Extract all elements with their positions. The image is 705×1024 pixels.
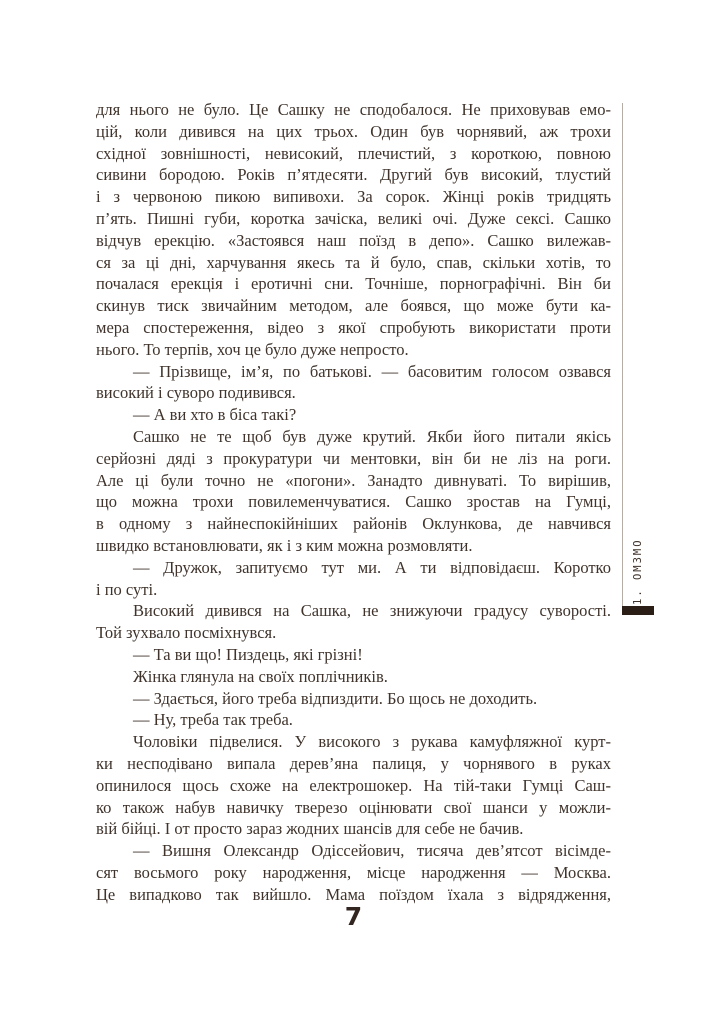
text-line: Чоловіки підвелися. У високого з рукава камуфляжної курт- xyxy=(133,732,611,752)
text-line: сивини бородою. Років п’ятдесяти. Другий був високий, тлустий xyxy=(96,165,611,185)
text-line: ся за ці дні, харчування якесь та й було, спав, скільки хотів, то xyxy=(96,252,611,272)
text-line: вій бійці. І от просто зараз жодних шансів для себе не бачив. xyxy=(96,819,524,839)
text-line: і по суті. xyxy=(96,579,158,599)
chapter-marker-tab xyxy=(622,606,654,615)
paragraph xyxy=(96,666,611,688)
text-line: ки несподівано випала дерев’яна палиця, у чорнявого в руках xyxy=(96,753,611,773)
text-line: Високий дивився на Сашка, не знижуючи градусу суворості. xyxy=(133,601,611,621)
text-line: опинилося щось схоже на електрошокер. На тій-таки Гумці Саш- xyxy=(96,775,611,795)
text-line: сят восьмого року народження, місце народження — Москва. xyxy=(96,862,611,882)
paragraph xyxy=(96,731,611,840)
text-line: скинув тиск звичайним методом, але боявся, що може бути ка- xyxy=(96,296,611,316)
text-line: цій, коли дивився на цих трьох. Один був чорнявий, аж трохи xyxy=(96,121,611,141)
text-line: п’ять. Пишні губи, коротка зачіска, великі очі. Дуже сексі. Сашко xyxy=(96,208,611,228)
chapter-marker-rule xyxy=(622,103,623,606)
body-text xyxy=(96,99,611,905)
text-line: ко також набув навичку тверезо оцінювати свої шанси у можли- xyxy=(96,797,611,817)
chapter-marker-label: 1. ОМЗМО xyxy=(632,538,644,605)
text-line: — Здається, його треба відпиздити. Бо щось не доходить. xyxy=(133,688,538,708)
text-line: відчув ерекцію. «Застоявся наш поїзд в депо». Сашко вилежав- xyxy=(96,230,611,250)
text-line: східної зовнішності, невисокий, плечистий, з короткою, повною xyxy=(96,143,611,163)
text-line: — Ну, треба так треба. xyxy=(133,710,293,730)
paragraph xyxy=(96,361,611,405)
text-line: — А ви хто в біса такі? xyxy=(133,405,297,425)
text-line: високий і суворо подивився. xyxy=(96,383,296,403)
text-line: в одному з найнеспокійніших районів Оклункова, де навчився xyxy=(96,514,611,534)
page-number: 7 xyxy=(344,902,363,931)
text-line: швидко встановлювати, як і з ким можна розмовляти. xyxy=(96,535,473,555)
text-line: нього. То терпів, хоч це було дуже непросто. xyxy=(96,339,409,359)
text-line: — Та ви що! Пиздець, які грізні! xyxy=(133,644,363,664)
text-line: Це випадково так вийшло. Мама поїздом їхала з відрядження, xyxy=(96,884,611,904)
text-line: — Прізвище, ім’я, по батькові. — басовитим голосом озвався xyxy=(133,361,611,381)
paragraph xyxy=(96,644,611,666)
text-line: серйозні дяді з прокуратури чи ментовки, він би не ліз на роги. xyxy=(96,448,611,468)
paragraph xyxy=(96,426,611,557)
text-line: Сашко не те щоб був дуже крутий. Якби його питали якісь xyxy=(133,426,611,446)
text-line: — Вишня Олександр Одіссейович, тисяча дев’ятсот вісімде- xyxy=(133,841,611,861)
text-line: Жінка глянула на своїх поплічників. xyxy=(133,666,388,686)
text-line: Але ці були точно не «погони». Занадто дивнуваті. То вирішив, xyxy=(96,470,611,490)
text-line: Той зухвало посміхнувся. xyxy=(96,623,277,643)
paragraph xyxy=(96,709,611,731)
text-line: — Дружок, запитуємо тут ми. А ти відповідаєш. Коротко xyxy=(133,557,611,577)
paragraph xyxy=(96,600,611,644)
text-line: для нього не було. Це Сашку не сподобалося. Не приховував емо- xyxy=(96,100,611,119)
paragraph xyxy=(96,688,611,710)
text-line: мера спостереження, відео з якої спробують використати проти xyxy=(96,317,611,337)
text-line: що можна трохи повилеменчуватися. Сашко зростав на Гумці, xyxy=(96,492,611,512)
text-line: і з червоною пикою випивохи. За сорок. Жінці років тридцять xyxy=(96,187,611,207)
paragraph xyxy=(96,99,611,361)
paragraph xyxy=(96,557,611,601)
text-line: почалася ерекція і еротичні сни. Точніше, порнографічні. Він би xyxy=(96,274,611,294)
paragraph xyxy=(96,840,611,905)
paragraph xyxy=(96,404,611,426)
